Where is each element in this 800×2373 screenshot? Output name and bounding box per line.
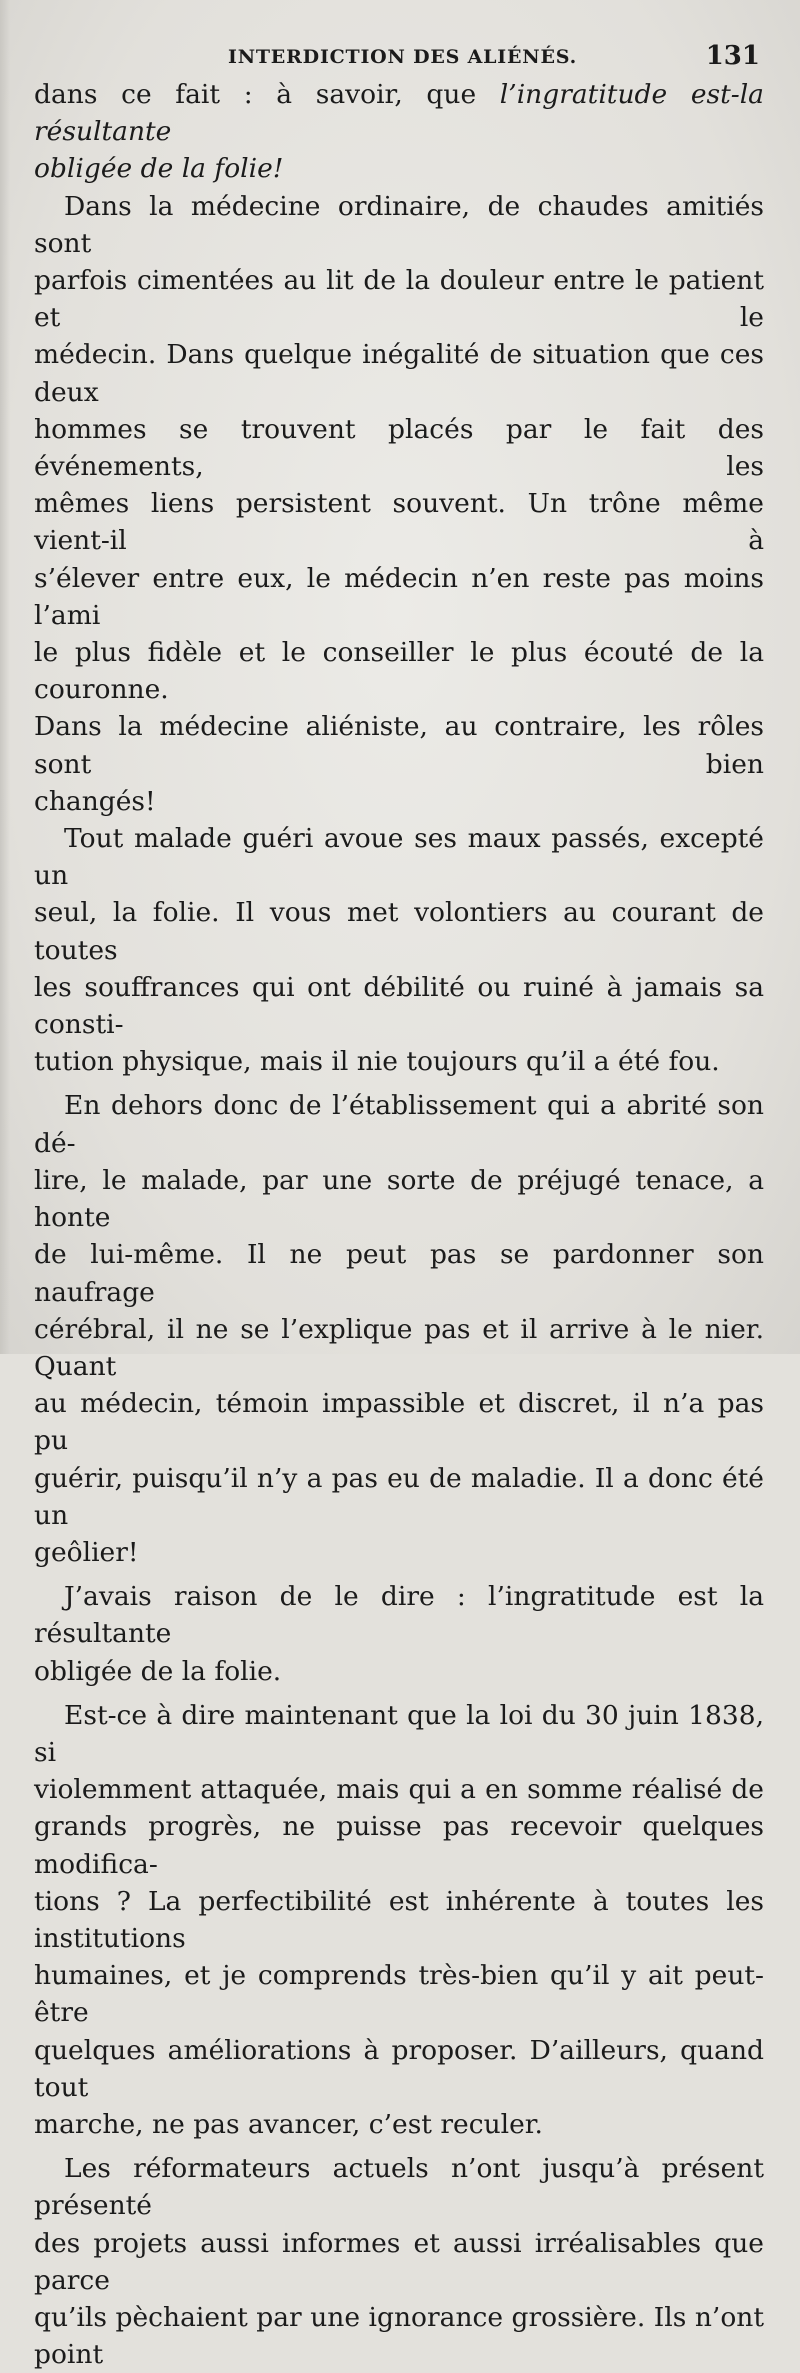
text-line: des projets aussi informes et aussi irréalisables que parce — [34, 2227, 764, 2296]
text-line: mêmes liens persistent souvent. Un trône même vient-il à — [34, 488, 764, 557]
text-line: En dehors donc de l’établissement qui a abrité son dé- — [34, 1090, 764, 1159]
text-line: tions ? La perfectibilité est inhérente à toutes les institutions — [34, 1885, 764, 1954]
text-line: lire, le malade, par une sorte de préjugé tenace, a honte — [34, 1164, 764, 1234]
text-line: grands progrès, ne puisse pas recevoir quelques modifica- — [34, 1811, 764, 1880]
paragraph — [34, 188, 764, 820]
text-line: J’avais raison de le dire : l’ingratitude est la résultante — [34, 1581, 764, 1650]
paragraph — [34, 1697, 764, 2143]
text-line: le plus fidèle et le conseiller le plus écouté de la couronne. — [34, 637, 764, 706]
text-line: Dans la médecine aliéniste, au contraire, les rôles sont bien — [34, 711, 764, 780]
text-line: geôlier! — [34, 1536, 139, 1568]
text-line: changés! — [34, 785, 156, 817]
text-line: obligée de la folie. — [34, 1655, 282, 1687]
running-title: INTERDICTION DES ALIÉNÉS. — [228, 46, 577, 68]
text-line: cérébral, il ne se l’explique pas et il arrive à le nier. Quant — [34, 1313, 764, 1382]
text-line: violemment attaquée, mais qui a en somme réalisé de — [34, 1774, 764, 1806]
page-header — [0, 40, 800, 76]
text-line: Est-ce à dire maintenant que la loi du 30 juin 1838, si — [34, 1699, 764, 1768]
text-line: hommes se trouvent placés par le fait des événements, les — [34, 413, 764, 483]
text-line: Tout malade guéri avoue ses maux passés, excepté un — [34, 823, 764, 892]
text-line: Les réformateurs actuels n’ont jusqu’à présent présenté — [34, 2153, 764, 2222]
paragraph — [34, 1578, 764, 1690]
text-line: s’élever entre eux, le médecin n’en reste pas moins l’ami — [34, 562, 764, 631]
text-line: seul, la folie. Il vous met volontiers au courant de toutes — [34, 897, 764, 966]
text-line: médecin. Dans quelque inégalité de situation que ces deux — [34, 339, 764, 408]
page-number: 131 — [705, 41, 760, 71]
text-line: qu’ils pèchaient par une ignorance grossière. Ils n’ont point — [34, 2301, 764, 2371]
text-line: marche, ne pas avancer, c’est reculer. — [34, 2108, 543, 2140]
text-line — [34, 150, 764, 187]
text-line: Dans la médecine ordinaire, de chaudes amitiés sont — [34, 190, 764, 259]
paragraph — [34, 76, 764, 188]
text-line: les souffrances qui ont débilité ou ruiné à jamais sa consti- — [34, 971, 764, 1041]
text-line: au médecin, témoin impassible et discret, il n’a pas pu — [34, 1388, 764, 1457]
text-line: de lui-même. Il ne peut pas se pardonner son naufrage — [34, 1239, 764, 1308]
text-line: tution physique, mais il nie toujours qu’il a été fou. — [34, 1046, 720, 1078]
body-text — [34, 76, 764, 2373]
text-line: dans ce fait : à savoir, que l’ingratitude est-la résultante — [34, 79, 764, 148]
paragraph — [34, 1087, 764, 1571]
text-line: parfois cimentées au lit de la douleur entre le patient et le — [34, 265, 764, 334]
paragraph — [34, 820, 764, 1080]
italic-phrase: l’ingratitude est-la résultante — [34, 79, 764, 148]
text-line: quelques améliorations à proposer. D’ailleurs, quand tout — [34, 2034, 764, 2103]
text-line: guérir, puisqu’il n’y a pas eu de maladie. Il a donc été un — [34, 1462, 764, 1531]
italic-phrase: obligée de la folie! — [34, 153, 284, 185]
text-line: humaines, et je comprends très-bien qu’il y ait peut-être — [34, 1960, 764, 2029]
paragraph — [34, 2150, 764, 2373]
